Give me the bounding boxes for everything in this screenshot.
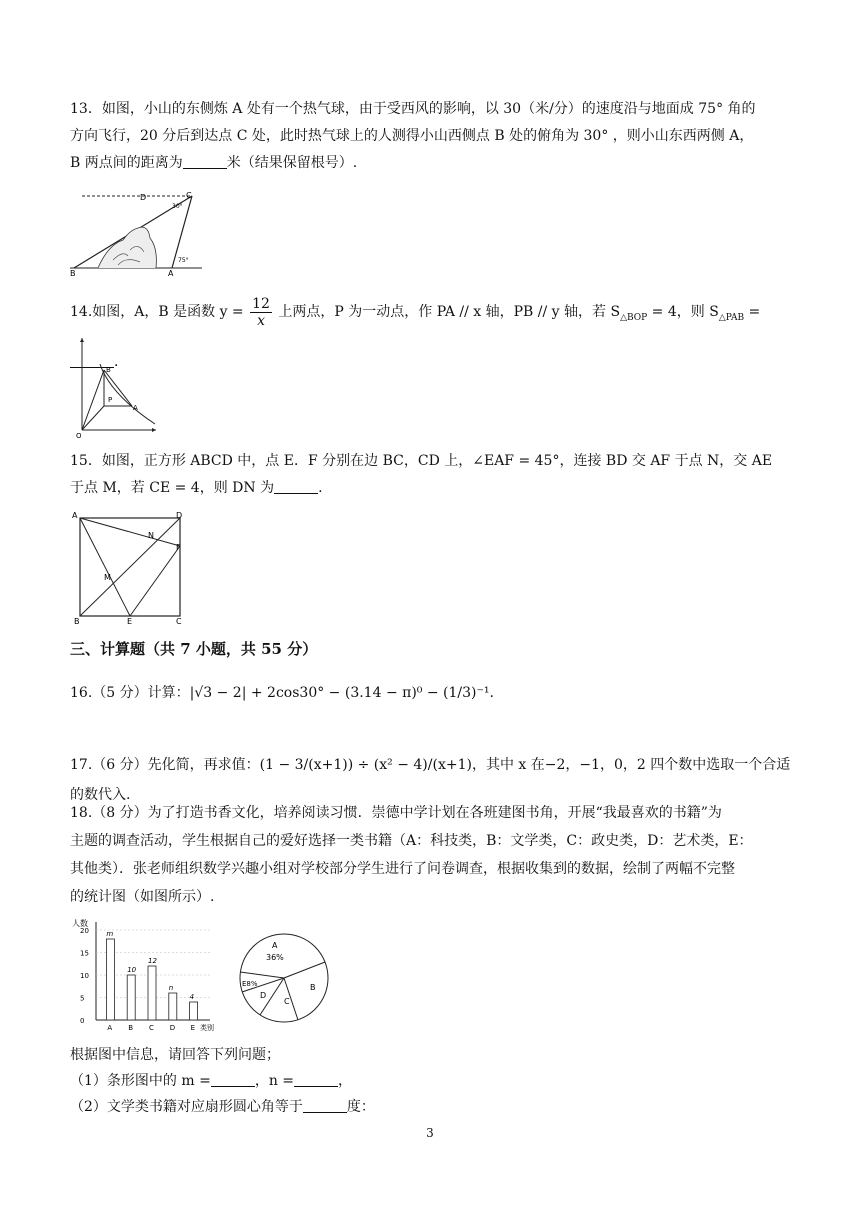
y-tick-label: 5 (80, 994, 85, 1003)
q13-line3 (70, 150, 794, 177)
q14-mid2: = 4，则 S (651, 304, 719, 320)
pie-label-C: C (284, 997, 290, 1006)
section-heading: 三、计算题（共 7 小题，共 55 分） (70, 640, 318, 658)
answer-blank[interactable] (183, 154, 227, 169)
q14-figure (70, 334, 160, 442)
y-tick-label: 0 (80, 1017, 85, 1025)
x-tick-label: C (149, 1024, 154, 1032)
label-N: N (148, 531, 154, 540)
label-E: E (127, 617, 133, 624)
bar-value-label: 12 (148, 957, 157, 965)
q14-text (70, 290, 794, 384)
label-M: M (104, 573, 111, 582)
label-A: A (72, 511, 78, 520)
q14-fraction (250, 296, 272, 329)
angle-75: 75° (178, 257, 189, 264)
bar-xlabel: 类别 (200, 1024, 214, 1032)
label-B: B (70, 269, 76, 276)
q18-line3: 其他类）．张老师组织数学兴趣小组对学校部分学生进行了问卷调查，根据收集到的数据，绘制了两幅不完整 (70, 861, 735, 877)
q18-line2: 主题的调查活动，学生根据自己的爱好选择一类书籍（A：科技类，B：文学类，C：政史类，D：艺术类，E： (70, 833, 753, 849)
q17-post: ，其中 x 在−2，−1，0，2 四个数中选取一个合适的数代入. (70, 757, 791, 803)
q16-text (70, 678, 794, 708)
q14-mid: 上两点，P 为一动点，作 PA // x 轴，PB // y 轴，若 S (278, 304, 621, 320)
pie-chart (236, 928, 336, 1028)
q14-end: . (114, 353, 119, 370)
bar-C (148, 966, 156, 1020)
q16-expression: |√3 − 2| + 2cos30° − (3.14 − π)⁰ − (1/3)⁻¹ (189, 685, 490, 701)
bar-D (169, 993, 177, 1020)
page-number: 3 (426, 1126, 434, 1140)
q13-line3-tail: 米（结果保留根号）. (226, 155, 358, 171)
answer-blank[interactable] (274, 479, 318, 494)
bar-ylabel: 人数 (72, 919, 88, 928)
pie-label-A: A (272, 941, 278, 950)
q15-figure (70, 508, 190, 624)
bar-value-label: n (168, 984, 174, 992)
bar-A (106, 939, 114, 1020)
bar-E (190, 1002, 198, 1020)
x-tick-label: E (190, 1024, 196, 1032)
label-C: C (186, 191, 192, 200)
label-F: F (176, 543, 181, 552)
answer-blank-n[interactable] (294, 1072, 338, 1087)
pie-label-D: D (260, 991, 267, 1000)
q13-figure (68, 190, 208, 276)
q18-prompt: 根据图中信息，请回答下列问题； (70, 1047, 280, 1063)
q14-sub2: △PAB (718, 312, 745, 323)
q14-num: 12 (252, 295, 270, 312)
q17-expression: (1 − 3/(x+1)) ÷ (x² − 4)/(x+1) (259, 757, 472, 773)
label-P: P (108, 396, 113, 404)
q18-sub2-post: 度： (346, 1099, 375, 1115)
bar-B (127, 975, 135, 1020)
q18-sub2 (70, 1094, 794, 1121)
q14-den: x (257, 312, 265, 329)
label-C: C (176, 617, 182, 624)
q18-sub2-pre: （2）文学类书籍对应扇形圆心角等于 (70, 1099, 303, 1115)
q18-sub1-mid: ，n = (254, 1073, 295, 1089)
q15-line2-text: 于点 M，若 CE = 4，则 DN 为 (70, 480, 275, 496)
label-D: D (176, 511, 183, 520)
q13-line1: 13．如图，小山的东侧炼 A 处有一个热气球，由于受西风的影响，以 30（米/分）的速度沿与地面成 75° 角的 (70, 101, 756, 117)
label-O: O (76, 432, 82, 440)
pie-label-B: B (310, 983, 316, 992)
q18-sub1 (70, 1068, 794, 1095)
answer-blank-angle[interactable] (303, 1098, 347, 1113)
bar-value-label: m (106, 930, 114, 938)
q18-line4: 的统计图（如图所示）. (70, 889, 215, 905)
y-tick-label: 15 (80, 949, 89, 958)
q13-line3-text: B 两点间的距离为 (70, 155, 183, 171)
label-B: B (74, 617, 80, 624)
pie-label-E: E8% (242, 980, 258, 988)
label-B: B (106, 366, 111, 374)
label-A: A (133, 404, 138, 412)
q15-line2 (70, 475, 794, 502)
bar-value-label: 4 (189, 993, 195, 1001)
q17-pre: 17.（6 分）先化简，再求值： (70, 757, 260, 773)
q13-line2: 方向飞行，20 分后到达点 C 处，此时热气球上的人测得小山西侧点 B 处的俯角为 30° ，则小山东西两侧 A， (70, 128, 754, 144)
q14-pre: 14.如图，A，B 是函数 y = (70, 304, 244, 320)
q18-line1: 18.（8 分）为了打造书香文化，培养阅读习惯．崇德中学计划在各班建图书角，开展“我最喜欢的书籍”为 (70, 805, 722, 821)
q14-sub1: △BOP (620, 312, 648, 323)
pie-label-A-pct: 36% (266, 953, 284, 962)
y-tick-label: 10 (80, 972, 89, 980)
angle-30: 30° (172, 203, 183, 210)
q15-line1: 15．如图，正方形 ABCD 中，点 E．F 分别在边 BC，CD 上，∠EAF = 45°，连接 BD 交 AF 于点 N，交 AE (70, 453, 773, 469)
q16-end: . (489, 685, 494, 701)
bar-value-label: 10 (127, 966, 137, 974)
q18-sub1-pre: （1）条形图中的 m = (70, 1073, 211, 1089)
q14-post: = (748, 304, 761, 320)
q15-line2-tail: . (318, 480, 323, 496)
label-A: A (168, 269, 174, 276)
answer-blank-m[interactable] (211, 1072, 255, 1087)
bar-chart (70, 916, 220, 1034)
y-tick-label: 20 (80, 927, 89, 935)
x-tick-label: B (128, 1024, 134, 1032)
label-D: D (140, 193, 147, 202)
q16-pre: 16.（5 分）计算： (70, 685, 190, 701)
x-tick-label: D (169, 1024, 176, 1032)
x-tick-label: A (107, 1024, 113, 1032)
q18-sub1-post: ， (338, 1073, 353, 1089)
